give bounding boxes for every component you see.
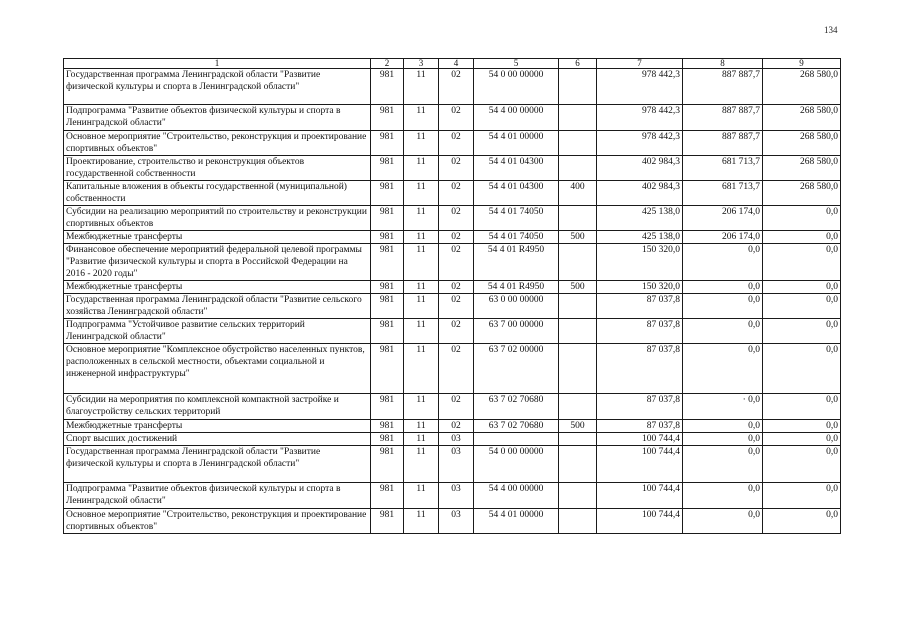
cell-amount-3: 0,0 [763, 244, 841, 281]
cell-ministry: 981 [371, 294, 404, 319]
cell-target-article: 63 0 00 00000 [474, 294, 559, 319]
cell-expense-type [559, 319, 597, 344]
cell-section: 11 [404, 206, 439, 231]
cell-subsection: 02 [439, 206, 474, 231]
table-row [64, 483, 841, 509]
cell-expense-type [559, 483, 597, 509]
cell-amount-3: 268 580,0 [763, 69, 841, 105]
cell-name: Подпрограмма "Развитие объектов физической культуры и спорта в Ленинградской области" [64, 483, 371, 509]
cell-section: 11 [404, 394, 439, 420]
cell-amount-3: 0,0 [763, 206, 841, 231]
table-row [64, 294, 841, 319]
table-row [64, 69, 841, 105]
cell-target-article: 63 7 00 00000 [474, 319, 559, 344]
cell-target-article: 63 7 02 00000 [474, 344, 559, 394]
cell-ministry: 981 [371, 509, 404, 534]
cell-amount-2: 0,0 [683, 344, 763, 394]
cell-section: 11 [404, 231, 439, 244]
cell-ministry: 981 [371, 231, 404, 244]
cell-ministry: 981 [371, 244, 404, 281]
cell-expense-type [559, 509, 597, 534]
table-row [64, 281, 841, 294]
cell-ministry: 981 [371, 105, 404, 131]
cell-amount-1: 150 320,0 [597, 244, 683, 281]
cell-amount-2: 887 887,7 [683, 131, 763, 156]
page-number: 134 [824, 25, 838, 35]
cell-name: Подпрограмма "Устойчивое развитие сельских территорий Ленинградской области" [64, 319, 371, 344]
cell-subsection: 03 [439, 483, 474, 509]
cell-amount-3: 0,0 [763, 394, 841, 420]
cell-amount-2: 0,0 [683, 509, 763, 534]
cell-amount-2: 887 887,7 [683, 105, 763, 131]
table-row [64, 181, 841, 206]
cell-amount-1: 978 442,3 [597, 69, 683, 105]
cell-ministry: 981 [371, 131, 404, 156]
cell-target-article: 54 4 01 74050 [474, 231, 559, 244]
cell-ministry: 981 [371, 206, 404, 231]
cell-amount-3: 0,0 [763, 433, 841, 446]
cell-amount-2: 0,0 [683, 281, 763, 294]
cell-name: Основное мероприятие "Комплексное обустройство населенных пунктов, расположенных в сельской местности, объектами социальной и инженерной инфраструктуры" [64, 344, 371, 394]
cell-amount-3: 0,0 [763, 446, 841, 483]
column-header-amount-3: 9 [763, 59, 841, 69]
cell-subsection: 03 [439, 433, 474, 446]
budget-table [63, 58, 841, 534]
cell-expense-type [559, 156, 597, 181]
cell-subsection: 02 [439, 244, 474, 281]
table-row [64, 420, 841, 433]
cell-ministry: 981 [371, 319, 404, 344]
cell-expense-type [559, 206, 597, 231]
cell-target-article: 54 4 01 00000 [474, 131, 559, 156]
cell-subsection: 03 [439, 446, 474, 483]
cell-amount-3: 0,0 [763, 294, 841, 319]
cell-target-article: 54 4 01 00000 [474, 509, 559, 534]
cell-amount-1: 87 037,8 [597, 420, 683, 433]
cell-section: 11 [404, 420, 439, 433]
cell-amount-3: 0,0 [763, 344, 841, 394]
table-row [64, 206, 841, 231]
cell-name: Межбюджетные трансферты [64, 281, 371, 294]
cell-target-article [474, 433, 559, 446]
cell-ministry: 981 [371, 69, 404, 105]
cell-name: Спорт высших достижений [64, 433, 371, 446]
column-header-expense-type: 6 [559, 59, 597, 69]
cell-subsection: 02 [439, 344, 474, 394]
cell-name: Государственная программа Ленинградской области "Развитие сельского хозяйства Ленинградской области" [64, 294, 371, 319]
cell-target-article: 63 7 02 70680 [474, 394, 559, 420]
table-row [64, 156, 841, 181]
cell-name: Государственная программа Ленинградской области "Развитие физической культуры и спорта в Ленинградской области" [64, 446, 371, 483]
cell-section: 11 [404, 105, 439, 131]
cell-amount-1: 150 320,0 [597, 281, 683, 294]
cell-amount-1: 100 744,4 [597, 483, 683, 509]
cell-section: 11 [404, 446, 439, 483]
cell-expense-type [559, 131, 597, 156]
cell-amount-3: 268 580,0 [763, 105, 841, 131]
table-row [64, 344, 841, 394]
table-row [64, 105, 841, 131]
table-row [64, 509, 841, 534]
cell-expense-type [559, 344, 597, 394]
cell-subsection: 02 [439, 394, 474, 420]
cell-expense-type: 500 [559, 281, 597, 294]
cell-subsection: 02 [439, 294, 474, 319]
cell-target-article: 54 4 01 R4950 [474, 281, 559, 294]
cell-amount-1: 402 984,3 [597, 181, 683, 206]
cell-amount-3: 0,0 [763, 281, 841, 294]
cell-subsection: 02 [439, 231, 474, 244]
cell-expense-type [559, 105, 597, 131]
cell-name: Капитальные вложения в объекты государственной (муниципальной) собственности [64, 181, 371, 206]
cell-ministry: 981 [371, 446, 404, 483]
cell-amount-3: 0,0 [763, 319, 841, 344]
cell-amount-1: 87 037,8 [597, 319, 683, 344]
column-header-section: 3 [404, 59, 439, 69]
cell-amount-2: 0,0 [683, 319, 763, 344]
cell-expense-type [559, 394, 597, 420]
cell-name: Основное мероприятие "Строительство, реконструкция и проектирование спортивных объектов" [64, 509, 371, 534]
table-row [64, 131, 841, 156]
cell-subsection: 02 [439, 131, 474, 156]
cell-amount-3: 0,0 [763, 509, 841, 534]
cell-section: 11 [404, 156, 439, 181]
cell-subsection: 02 [439, 156, 474, 181]
cell-ministry: 981 [371, 344, 404, 394]
cell-ministry: 981 [371, 433, 404, 446]
cell-expense-type [559, 446, 597, 483]
cell-amount-2: 0,0 [683, 420, 763, 433]
cell-section: 11 [404, 344, 439, 394]
cell-target-article: 54 4 00 00000 [474, 483, 559, 509]
cell-target-article: 54 4 01 04300 [474, 156, 559, 181]
cell-amount-2: · 0,0 [683, 394, 763, 420]
cell-subsection: 02 [439, 69, 474, 105]
cell-amount-1: 425 138,0 [597, 231, 683, 244]
cell-name: Проектирование, строительство и реконструкция объектов государственной собственности [64, 156, 371, 181]
cell-amount-2: 887 887,7 [683, 69, 763, 105]
cell-amount-2: 0,0 [683, 294, 763, 319]
column-header-amount-1: 7 [597, 59, 683, 69]
cell-amount-1: 100 744,4 [597, 433, 683, 446]
cell-amount-3: 0,0 [763, 420, 841, 433]
cell-amount-1: 100 744,4 [597, 509, 683, 534]
cell-expense-type: 400 [559, 181, 597, 206]
cell-amount-1: 978 442,3 [597, 105, 683, 131]
table-row [64, 433, 841, 446]
cell-subsection: 02 [439, 319, 474, 344]
cell-name: Подпрограмма "Развитие объектов физической культуры и спорта в Ленинградской области" [64, 105, 371, 131]
cell-amount-2: 0,0 [683, 483, 763, 509]
cell-amount-1: 87 037,8 [597, 344, 683, 394]
cell-ministry: 981 [371, 483, 404, 509]
cell-name: Межбюджетные трансферты [64, 231, 371, 244]
cell-expense-type: 500 [559, 420, 597, 433]
cell-name: Финансовое обеспечение мероприятий федеральной целевой программы "Развитие физической культуры и спорта в Российской Федерации на 2016 - 2020 годы" [64, 244, 371, 281]
cell-section: 11 [404, 131, 439, 156]
cell-name: Межбюджетные трансферты [64, 420, 371, 433]
cell-section: 11 [404, 483, 439, 509]
cell-section: 11 [404, 244, 439, 281]
cell-subsection: 02 [439, 281, 474, 294]
cell-amount-3: 0,0 [763, 231, 841, 244]
cell-subsection: 03 [439, 509, 474, 534]
cell-expense-type [559, 69, 597, 105]
cell-amount-2: 681 713,7 [683, 181, 763, 206]
cell-amount-2: 0,0 [683, 446, 763, 483]
cell-amount-1: 87 037,8 [597, 394, 683, 420]
cell-ministry: 981 [371, 420, 404, 433]
cell-section: 11 [404, 319, 439, 344]
cell-ministry: 981 [371, 156, 404, 181]
cell-amount-2: 206 174,0 [683, 231, 763, 244]
cell-target-article: 54 0 00 00000 [474, 69, 559, 105]
cell-section: 11 [404, 181, 439, 206]
cell-target-article: 63 7 02 70680 [474, 420, 559, 433]
column-header-name: 1 [64, 59, 371, 69]
cell-amount-3: 0,0 [763, 483, 841, 509]
cell-section: 11 [404, 281, 439, 294]
cell-section: 11 [404, 433, 439, 446]
table-row [64, 394, 841, 420]
cell-subsection: 02 [439, 105, 474, 131]
cell-name: Субсидии на мероприятия по комплексной компактной застройке и благоустройству сельских территорий [64, 394, 371, 420]
cell-subsection: 02 [439, 420, 474, 433]
table-row [64, 231, 841, 244]
cell-amount-2: 681 713,7 [683, 156, 763, 181]
cell-name: Субсидии на реализацию мероприятий по строительству и реконструкции спортивных объектов [64, 206, 371, 231]
cell-ministry: 981 [371, 394, 404, 420]
cell-ministry: 981 [371, 181, 404, 206]
cell-amount-2: 0,0 [683, 244, 763, 281]
cell-section: 11 [404, 69, 439, 105]
cell-name: Основное мероприятие "Строительство, реконструкция и проектирование спортивных объектов" [64, 131, 371, 156]
cell-amount-3: 268 580,0 [763, 156, 841, 181]
cell-target-article: 54 4 01 04300 [474, 181, 559, 206]
budget-table-container [63, 58, 840, 534]
cell-amount-2: 0,0 [683, 433, 763, 446]
column-header-amount-2: 8 [683, 59, 763, 69]
cell-target-article: 54 0 00 00000 [474, 446, 559, 483]
cell-amount-1: 425 138,0 [597, 206, 683, 231]
cell-amount-2: 206 174,0 [683, 206, 763, 231]
cell-amount-1: 100 744,4 [597, 446, 683, 483]
cell-expense-type [559, 294, 597, 319]
cell-section: 11 [404, 294, 439, 319]
cell-ministry: 981 [371, 281, 404, 294]
cell-expense-type [559, 433, 597, 446]
table-row [64, 244, 841, 281]
cell-target-article: 54 4 01 74050 [474, 206, 559, 231]
table-header-row [64, 59, 841, 69]
cell-amount-1: 978 442,3 [597, 131, 683, 156]
cell-amount-1: 402 984,3 [597, 156, 683, 181]
table-row [64, 446, 841, 483]
cell-name: Государственная программа Ленинградской области "Развитие физической культуры и спорта в Ленинградской области" [64, 69, 371, 105]
cell-subsection: 02 [439, 181, 474, 206]
cell-section: 11 [404, 509, 439, 534]
column-header-ministry: 2 [371, 59, 404, 69]
cell-amount-3: 268 580,0 [763, 181, 841, 206]
cell-expense-type [559, 244, 597, 281]
cell-expense-type: 500 [559, 231, 597, 244]
column-header-target-article: 5 [474, 59, 559, 69]
cell-amount-1: 87 037,8 [597, 294, 683, 319]
column-header-subsection: 4 [439, 59, 474, 69]
cell-target-article: 54 4 01 R4950 [474, 244, 559, 281]
table-row [64, 319, 841, 344]
cell-amount-3: 268 580,0 [763, 131, 841, 156]
cell-target-article: 54 4 00 00000 [474, 105, 559, 131]
